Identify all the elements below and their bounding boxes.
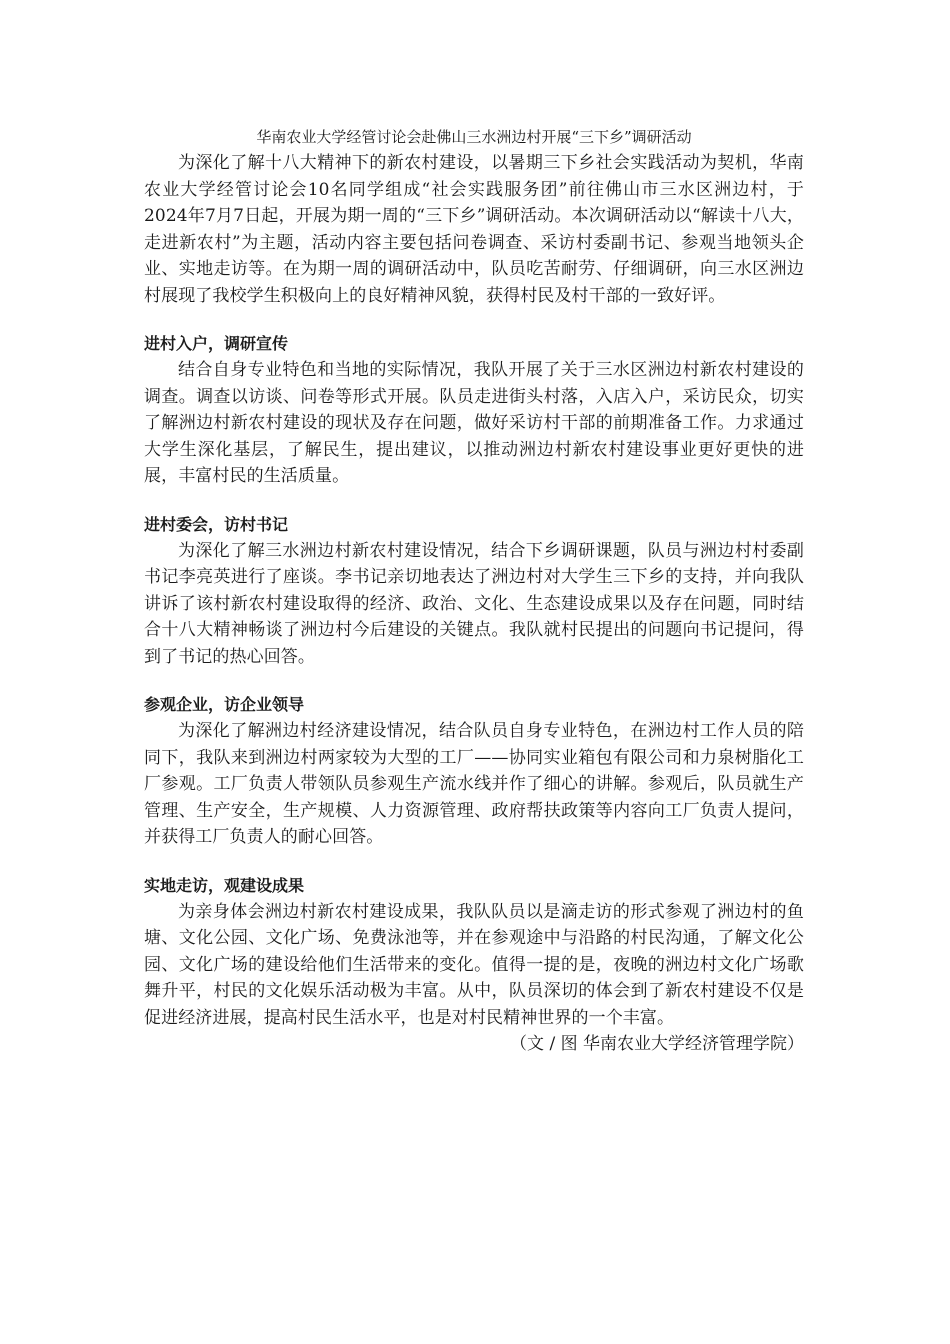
author-signature: （文 / 图 华南农业大学经济管理学院） <box>510 1034 804 1054</box>
section-body-2: 为深化了解三水洲边村新农村建设情况，结合下乡调研课题，队员与洲边村村委副书记李亮英进行了座谈。李书记亲切地表达了洲边村对大学生三下乡的支持，并向我队讲诉了该村新农村建设取得的经济、政治、文化、生态建设成果以及存在问题，同时结合十八大精神畅谈了洲边村今后建设的关键点。我队就村民提出的问题向书记提问，得到了书记的热心回答。 <box>144 540 804 667</box>
section-heading-1: 进村入户，调研宣传 <box>144 334 289 353</box>
section-body-4: 为亲身体会洲边村新农村建设成果，我队队员以是滴走访的形式参观了洲边村的鱼塘、文化公园、文化广场、免费泳池等，并在参观途中与沿路的村民沟通，了解文化公园、文化广场的建设给他们生活带来的变化。值得一提的是，夜晚的洲边村文化广场歌舞升平，村民的文化娱乐活动极为丰富。从中，队员深切的体会到了新农村建设不仅是促进经济进展，提高村民生活水平，也是对村民精神世界的一个丰富。 <box>144 901 804 1028</box>
section-spacer <box>144 670 804 692</box>
document-title: 华南农业大学经管讨论会赴佛山三水洲边村开展“三下乡”调研活动 <box>256 128 692 146</box>
section-heading-4: 实地走访，观建设成果 <box>144 875 305 895</box>
section-spacer <box>144 309 804 331</box>
section-heading-3: 参观企业，访企业领导 <box>144 695 305 714</box>
document-page <box>144 124 804 1057</box>
section-body-1: 结合自身专业特色和当地的实际情况，我队开展了关于三水区洲边村新农村建设的调查。调查以访谈、问卷等形式开展。队员走进街头村落，入店入户，采访民众，切实了解洲边村新农村建设的现状及存在问题，做好采访村干部的前期准备工作。力求通过大学生深化基层，了解民生，提出建议，以推动洲边村新农村建设事业更好更快的进展，丰富村民的生活质量。 <box>144 360 804 486</box>
section-spacer <box>144 490 804 512</box>
intro-paragraph: 为深化了解十八大精神下的新农村建设，以暑期三下乡社会实践活动为契机，华南农业大学经管讨论会10名同学组成“社会实践服务团”前往佛山市三水区洲边村，于2024年7月7日起，开展为期一周的“三下乡”调研活动。本次调研活动以“解读十八大，走进新农村”为主题，活动内容主要包括问卷调查、采访村委副书记、参观当地领头企业、实地走访等。在为期一周的调研活动中，队员吃苦耐劳、仔细调研，向三水区洲边村展现了我校学生积极向上的良好精神风貌，获得村民及村干部的一致好评。 <box>144 153 804 306</box>
section-body-3: 为深化了解洲边村经济建设情况，结合队员自身专业特色，在洲边村工作人员的陪同下，我队来到洲边村两家较为大型的工厂——协同实业箱包有限公司和力泉树脂化工厂参观。工厂负责人带领队员参观生产流水线并作了细心的讲解。参观后，队员就生产管理、生产安全，生产规模、人力资源管理、政府帮扶政策等内容向工厂负责人提问，并获得工厂负责人的耐心回答。 <box>144 721 804 847</box>
section-heading-2: 进村委会，访村书记 <box>144 514 289 534</box>
section-spacer <box>144 851 804 873</box>
